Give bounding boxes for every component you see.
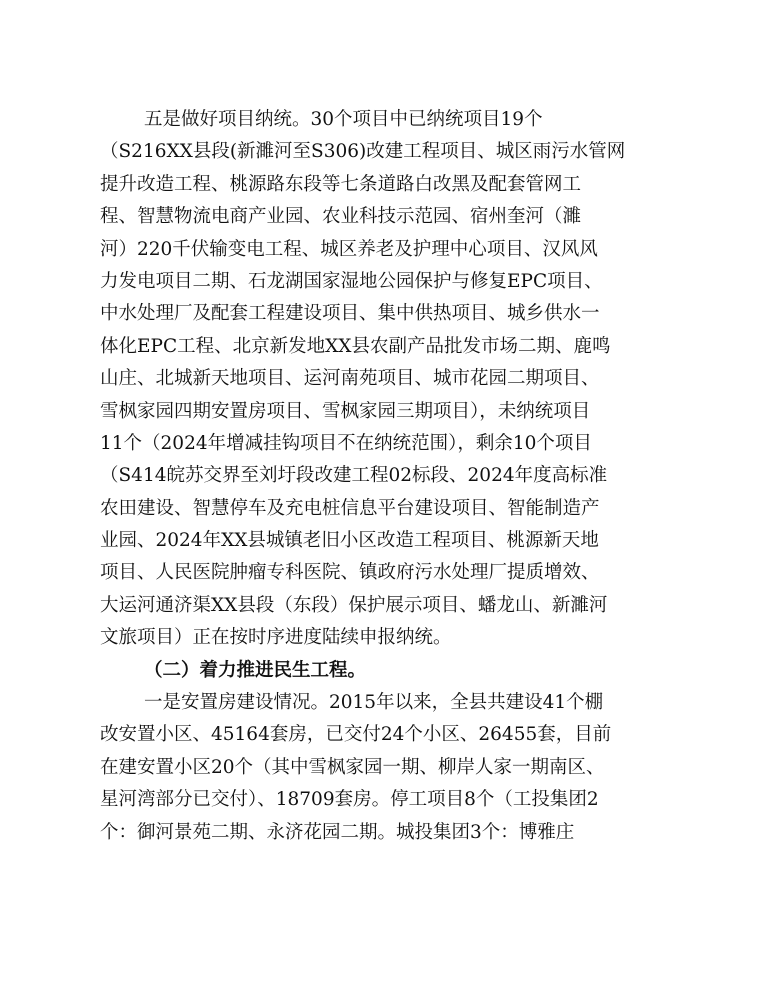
paragraph-line: 体化EPC工程、北京新发地XX县农副产品批发市场二期、鹿鸣 [100, 335, 611, 357]
paragraph-line: （S216XX县段(新濉河至S306)改建工程项目、城区雨污水管网 [100, 141, 626, 163]
paragraph-line: 山庄、北城新天地项目、运河南苑项目、城市花园二期项目、 [100, 368, 600, 390]
body-text [100, 104, 680, 849]
paragraph-line: 大运河通济渠XX县段（东段）保护展示项目、蟠龙山、新濉河 [100, 594, 608, 616]
paragraph-line: （S414皖苏交界至刘圩段改建工程02标段、2024年度高标准 [100, 465, 608, 487]
paragraph-line: 雪枫家园四期安置房项目、雪枫家园三期项目），未纳统项目 [100, 400, 591, 422]
paragraph-line: 程、智慧物流电商产业园、农业科技示范园、宿州奎河（濉 [100, 206, 582, 228]
paragraph-line: 个：御河景苑二期、永济花园二期。城投集团3个：博雅庄 [100, 821, 575, 843]
paragraph-line: 中水处理厂及配套工程建设项目、集中供热项目、城乡供水一 [100, 303, 600, 325]
paragraph-line: 五是做好项目纳统。30个项目中已纳统项目19个 [144, 109, 543, 130]
paragraph-line: 一是安置房建设情况。2015年以来，全县共建设41个棚 [144, 692, 604, 714]
paragraph-line: 业园、2024年XX县城镇老旧小区改造工程项目、桃源新天地 [100, 530, 599, 552]
paragraph-line: 改安置小区、45164套房，已交付24个小区、26455套，目前 [100, 724, 612, 746]
paragraph-line: 项目、人民医院肿瘤专科医院、镇政府污水处理厂提质增效、 [100, 562, 600, 584]
paragraph-line: 河）220千伏输变电工程、城区养老及护理中心项目、汉风风 [100, 238, 598, 260]
paragraph-line: 力发电项目二期、石龙湖国家湿地公园保护与修复EPC项目、 [100, 270, 603, 292]
paragraph-line: 星河湾部分已交付）、18709套房。停工项目8个（工投集团2 [100, 789, 599, 811]
paragraph-line: 文旅项目）正在按时序进度陆续申报纳统。 [100, 627, 452, 649]
paragraph-line: 农田建设、智慧停车及充电桩信息平台建设项目、智能制造产 [100, 497, 600, 519]
section-heading: （二）着力推进民生工程。 [144, 659, 367, 681]
paragraph-line: 在建安置小区20个（其中雪枫家园一期、柳岸人家一期南区、 [100, 756, 605, 778]
paragraph-line: 提升改造工程、桃源路东段等七条道路白改黑及配套管网工 [100, 173, 582, 195]
paragraph-line: 11个（2024年增减挂钩项目不在纳统范围），剩余10个项目 [100, 432, 592, 454]
